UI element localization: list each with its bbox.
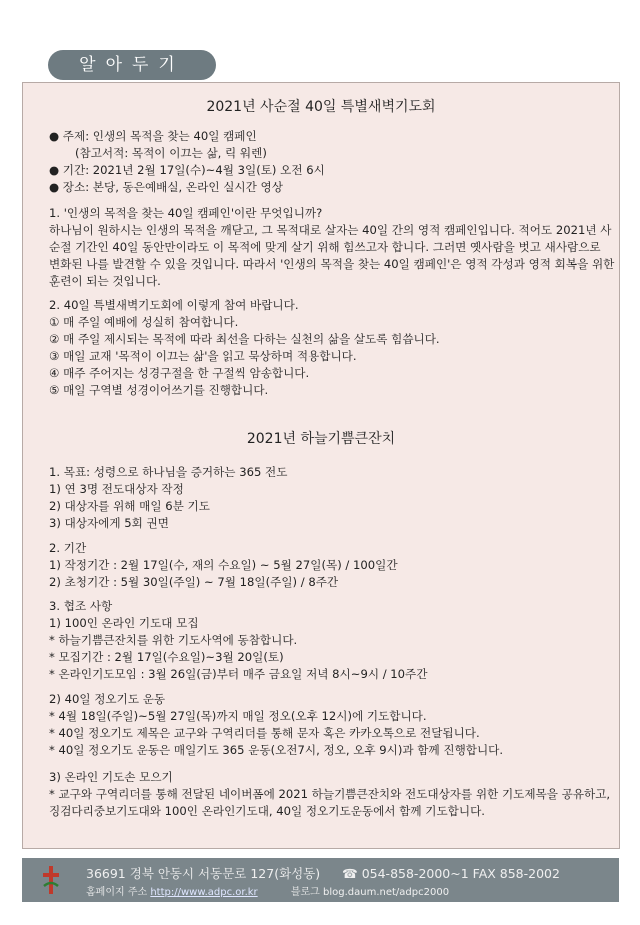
goal-section: [49, 464, 615, 532]
goal-line: 1) 연 3명 전도대상자 작정: [49, 482, 184, 496]
address-line: [86, 864, 560, 882]
noon-line: * 40일 정오기도 운동은 매일기도 365 운동(오전7시, 정오, 오후 9시)과 함께 진행합니다.: [49, 743, 504, 757]
online-heading: 3) 온라인 기도손 모으기: [49, 770, 173, 784]
noon-prayer-section: [49, 691, 615, 759]
coop-line: 3. 협조 사항: [49, 599, 113, 613]
blog-label: 블로그: [290, 887, 320, 898]
coop-line: * 모집기간 : 2월 17일(수요일)~3월 20일(토): [49, 650, 284, 664]
goal-line: 2) 대상자를 위해 매일 6분 기도: [49, 499, 210, 513]
info-line: ● 장소: 본당, 동은예배실, 온라인 실시간 영상: [49, 180, 283, 194]
q2-item: ④ 매주 주어지는 성경구절을 한 구절씩 암송합니다.: [49, 366, 310, 380]
homepage-label: 홈페이지 주소: [86, 887, 148, 898]
q2-item: ③ 매일 교재 '목적이 이끄는 삶'을 읽고 묵상하며 적용합니다.: [49, 349, 357, 363]
noon-line: * 4월 18일(주일)~5월 27일(목)까지 매일 정오(오후 12시)에 기도합니다.: [49, 709, 427, 723]
q2-item: ① 매 주일 예배에 성실히 참여합니다.: [49, 315, 239, 329]
q1-section: [49, 205, 615, 290]
period-section: [49, 540, 615, 591]
phone-fax: ☎ 054-858-2000~1 FAX 858-2002: [342, 866, 560, 881]
coop-section: [49, 598, 615, 683]
goal-line: 3) 대상자에게 5회 권면: [49, 516, 169, 530]
period-line: 2. 기간: [49, 541, 87, 555]
noon-line: 2) 40일 정오기도 운동: [49, 692, 166, 706]
coop-line: * 온라인기도모임 : 3월 26일(금)부터 매주 금요일 저녁 8시~9시 / 10주간: [49, 667, 428, 681]
online-body: * 교구와 구역리더를 통해 전달된 네이버폼에 2021 하늘기쁨큰잔치와 전도대상자를 위한 기도제목을 공유하고, 징검다리중보기도대와 100인 온라인기도대, 40일 정오기도운동에서 함께 기도합니다.: [49, 787, 611, 818]
period-line: 2) 초청기간 : 5월 30일(주일) ~ 7월 18일(주일) / 8주간: [49, 575, 339, 589]
coop-line: 1) 100인 온라인 기도대 모집: [49, 616, 199, 630]
blog-link[interactable]: blog.daum.net/adpc2000: [323, 887, 450, 898]
notice-panel: [22, 82, 620, 849]
section-tab: 알아두기: [48, 50, 216, 80]
q1-heading: 1. '인생의 목적을 찾는 40일 캠페인'이란 무엇입니까?: [49, 206, 323, 220]
coop-line: * 하늘기쁨큰잔치를 위한 기도사역에 동참합니다.: [49, 633, 298, 647]
info-line: ● 기간: 2021년 2월 17일(수)~4월 3일(토) 오전 6시: [49, 163, 325, 177]
q2-item: ⑤ 매일 구역별 성경이어쓰기를 진행합니다.: [49, 383, 269, 397]
dawn-prayer-title: 2021년 사순절 40일 특별새벽기도회: [206, 99, 436, 115]
online-prayer-section: [49, 769, 615, 820]
homepage-line: [86, 883, 449, 898]
q2-heading: 2. 40일 특별새벽기도회에 이렇게 참여 바랍니다.: [49, 298, 299, 312]
period-line: 1) 작정기간 : 2월 17일(수, 재의 수요일) ~ 5월 27일(목) / 100일간: [49, 558, 398, 572]
festival-title: 2021년 하늘기쁨큰잔치: [246, 431, 396, 447]
footer: [22, 858, 619, 902]
info-line: ● 주제: 인생의 목적을 찾는 40일 캠페인: [49, 129, 257, 143]
dawn-prayer-info: [49, 128, 615, 196]
homepage-link[interactable]: http://www.adpc.or.kr: [150, 887, 258, 898]
info-line: (참고서적: 목적이 이끄는 삶, 릭 워렌): [75, 146, 267, 160]
address: 36691 경북 안동시 서동문로 127(화성동): [86, 866, 321, 881]
goal-line: 1. 목표: 성령으로 하나님을 증거하는 365 전도: [49, 465, 288, 479]
noon-line: * 40일 정오기도 제목은 교구와 구역리더를 통해 문자 혹은 카카오톡으로 전달됩니다.: [49, 726, 480, 740]
q1-body: 하나님이 원하시는 인생의 목적을 깨닫고, 그 목적대로 살자는 40일 간의 영적 캠페인입니다. 적어도 2021년 사순절 기간인 40일 동안만이라도 이 목적에 맞게 살기 위해 힘쓰고자 합니다. 그러면 옛사람을 벗고 새사람으로 변화된 나를 발견할 수 있을 것입니다. 따라서 '인생의 목적을 찾는 40일 캠페인'은 영적 각성과 영적 회복을 위한 훈련이 되는 것입니다.: [49, 223, 615, 288]
q2-section: [49, 297, 615, 399]
church-cross-logo-icon: [42, 866, 60, 894]
q2-item: ② 매 주일 제시되는 목적에 따라 최선을 다하는 실천의 삶을 살도록 힘씁니다.: [49, 332, 440, 346]
